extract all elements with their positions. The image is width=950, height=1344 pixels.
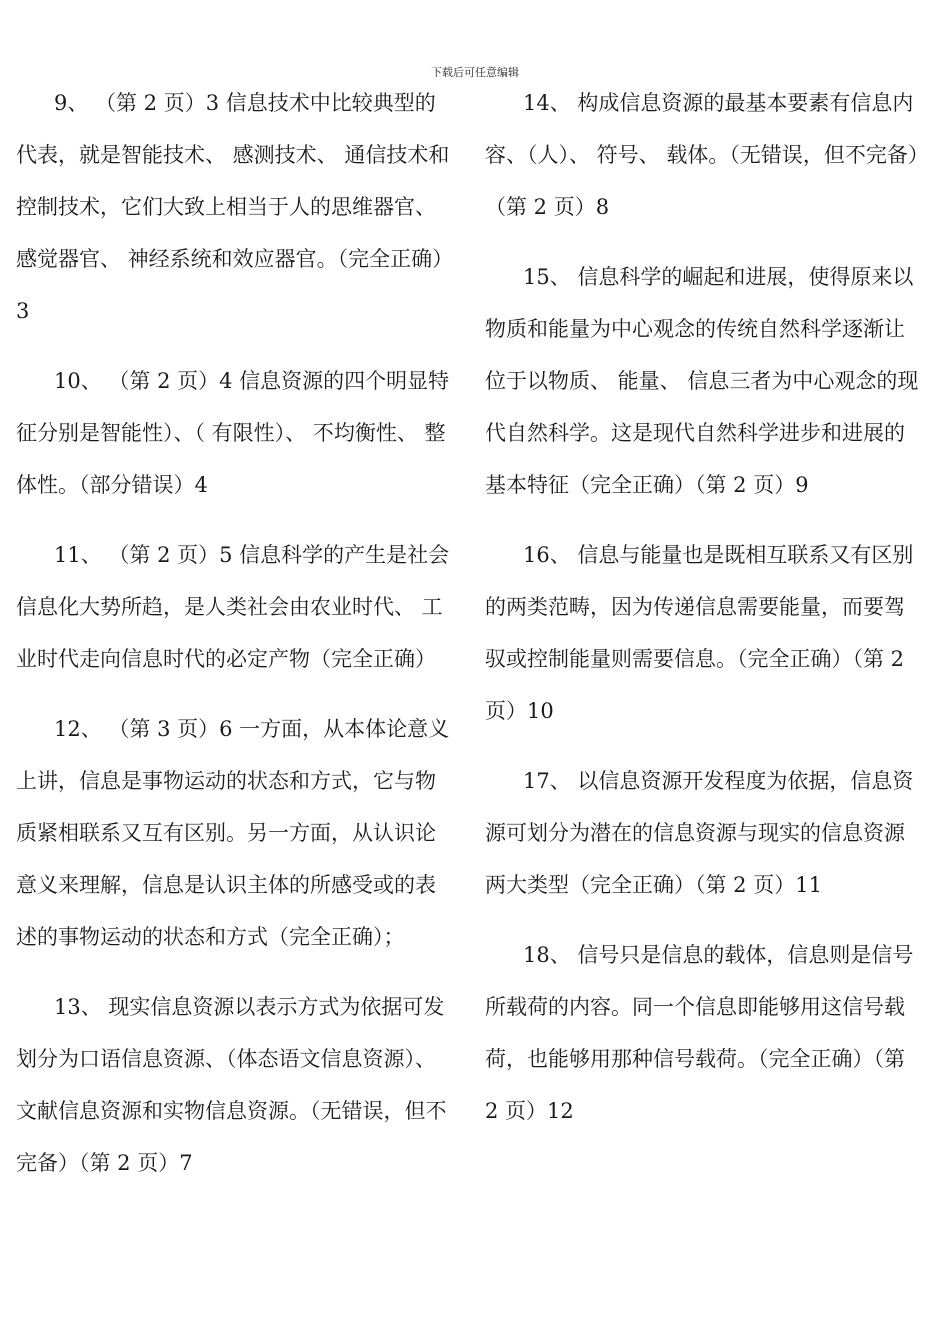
left-column — [16, 77, 454, 1207]
question-item-13: 13、 现实信息资源以表示方式为依据可发划分为口语信息资源、（体态语文信息资源）、 文献信息资源和实物信息资源。（无错误，但不完备）（第 2 页）7 — [16, 995, 447, 1175]
question-item-17: 17、 以信息资源开发程度为依据，信息资源可划分为潜在的信息资源与现实的信息资源两大类型（完全正确）（第 2 页）11 — [485, 769, 914, 897]
page-header: 下载后可任意编辑 — [431, 66, 519, 79]
question-item-12: 12、 （第 3 页）6 一方面，从本体论意义上讲，信息是事物运动的状态和方式，它与物质紧相联系又互有区别。另一方面，从认识论意义来理解，信息是认识主体的所感受或的表述的事物运动的状态和方式（完全正确）； — [16, 717, 450, 949]
question-item-18: 18、 信号只是信息的载体，信息则是信号所载荷的内容。同一个信息即能够用这信号载荷，也能够用那种信号载荷。（完全正确）（第 2 页）12 — [485, 943, 914, 1123]
question-item-10: 10、 （第 2 页）4 信息资源的四个明显特征分别是智能性）、（ 有限性）、 不均衡性、 整体性。（部分错误）4 — [16, 369, 450, 497]
question-item-14: 14、 构成信息资源的最基本要素有信息内容、（人）、 符号、 载体。（无错误，但不完备）（第 2 页）8 — [485, 91, 919, 219]
question-item-11: 11、 （第 2 页）5 信息科学的产生是社会信息化大势所趋，是人类社会由农业时代、 工业时代走向信息时代的必定产物（完全正确） — [16, 543, 450, 671]
question-item-9: 9、 （第 2 页）3 信息技术中比较典型的代表，就是智能技术、 感测技术、 通信技术和控制技术，它们大致上相当于人的思维器官、 感觉器官、 神经系统和效应器官。（完全正确）3 — [16, 91, 454, 323]
right-column — [485, 77, 923, 1155]
question-item-16: 16、 信息与能量也是既相互联系又有区别的两类范畴，因为传递信息需要能量，而要驾驭或控制能量则需要信息。（完全正确）（第 2 页）10 — [485, 543, 914, 723]
question-item-15: 15、 信息科学的崛起和进展，使得原来以物质和能量为中心观念的传统自然科学逐渐让位于以物质、 能量、 信息三者为中心观念的现代自然科学。这是现代自然科学进步和进展的基本特征（完全正确）（第 2 页）9 — [485, 265, 919, 497]
